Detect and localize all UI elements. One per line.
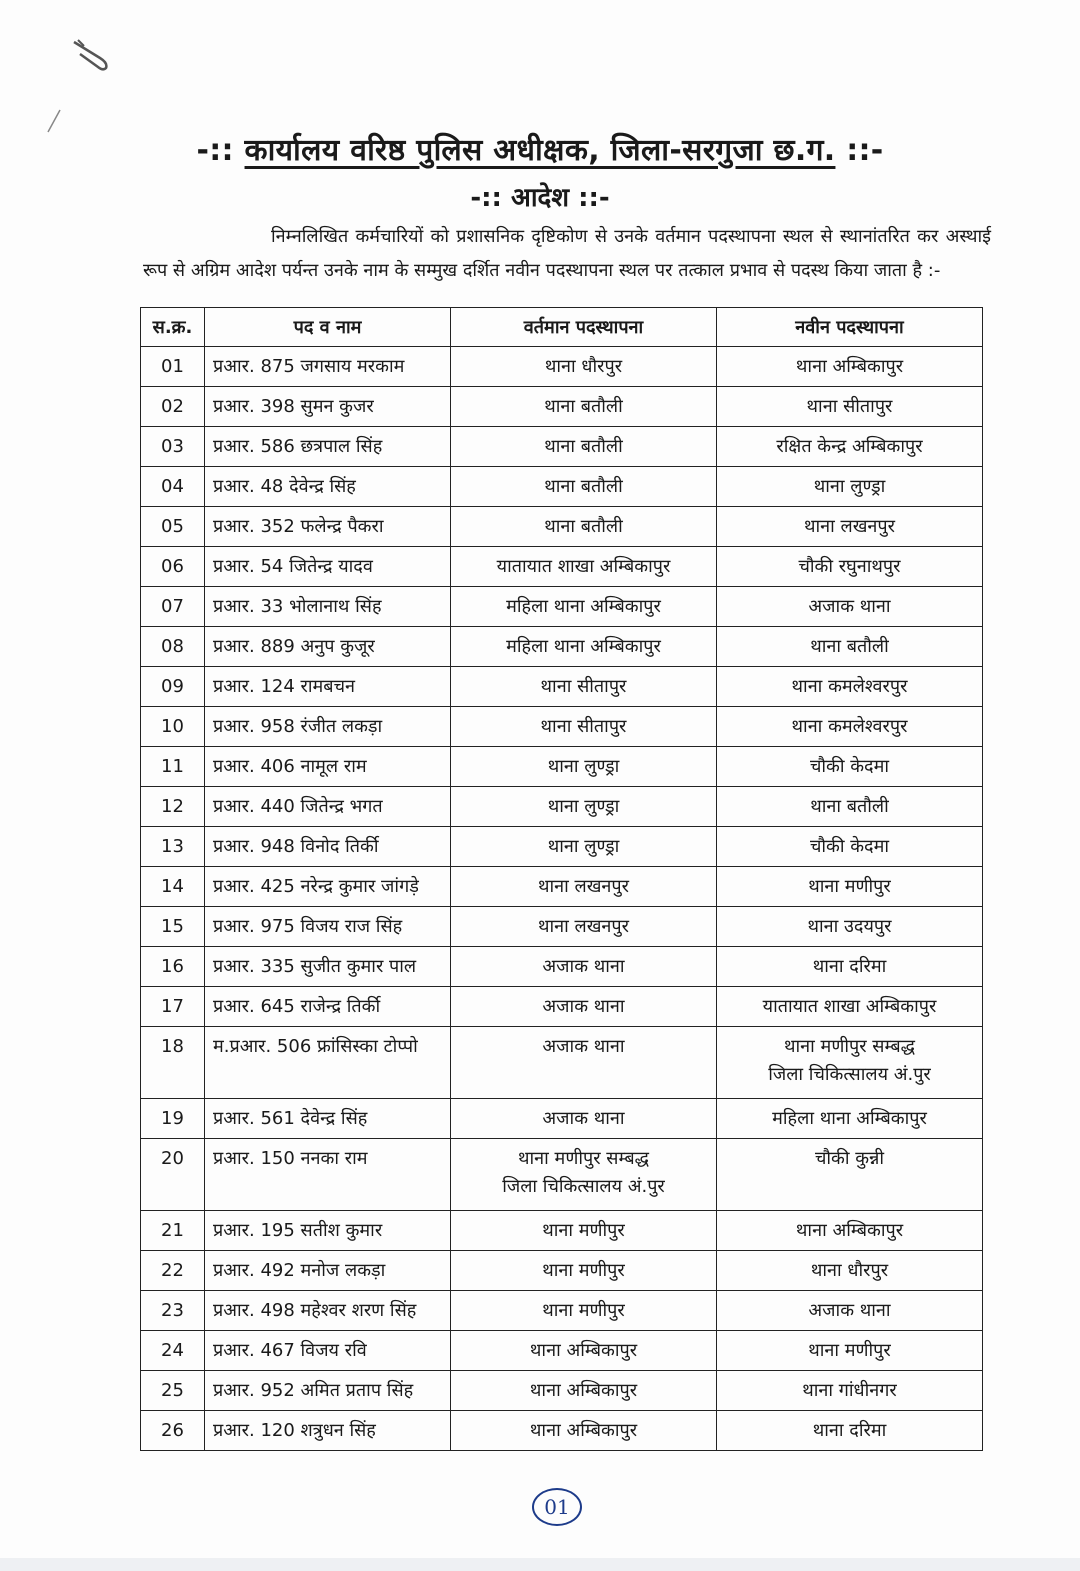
cell-new-posting-text: थाना गांधीनगर: [802, 1380, 897, 1401]
cell-current-posting: [451, 1211, 717, 1251]
table-row: [141, 627, 983, 667]
cell-current-posting-text: यातायात शाखा अम्बिकापुर: [496, 556, 671, 577]
cell-serial: [141, 907, 205, 947]
cell-current-posting-text: महिला थाना अम्बिकापुर: [506, 596, 661, 617]
cell-new-posting-text: थाना लुण्ड्रा: [813, 476, 886, 497]
table-row: [141, 467, 983, 507]
table-row: [141, 547, 983, 587]
cell-serial-text: 06: [161, 556, 184, 577]
cell-new-posting-text: अजाक थाना: [808, 1300, 891, 1321]
cell-current-posting-text: थाना मणीपुर: [542, 1260, 625, 1281]
cell-current-posting-text: अजाक थाना: [542, 996, 625, 1017]
cell-name-text: प्रआर. 948 विनोद तिर्की: [213, 836, 379, 857]
cell-serial-text: 12: [161, 796, 184, 817]
cell-serial: [141, 547, 205, 587]
cell-name: [205, 547, 451, 587]
cell-serial: [141, 467, 205, 507]
cell-current-posting: [451, 547, 717, 587]
cell-new-posting: [717, 1211, 983, 1251]
cell-serial: [141, 627, 205, 667]
cell-new-posting: [717, 387, 983, 427]
cell-current-posting-text: थाना बतौली: [544, 396, 623, 417]
cell-name: [205, 1251, 451, 1291]
staple-pin-icon: [70, 36, 114, 72]
cell-serial-text: 04: [161, 476, 184, 497]
cell-serial: [141, 1251, 205, 1291]
table-row: [141, 1291, 983, 1331]
cell-name-text: प्रआर. 406 नामूल राम: [213, 756, 367, 777]
cell-new-posting-text: थाना बतौली: [810, 796, 889, 817]
cell-serial-text: 01: [161, 356, 184, 377]
cell-current-posting-text: अजाक थाना: [542, 1108, 625, 1129]
cell-current-posting-text: अजाक थाना: [542, 1036, 625, 1057]
cell-serial-text: 24: [161, 1340, 184, 1361]
cell-current-posting-text: थाना बतौली: [544, 476, 623, 497]
cell-serial-text: 22: [161, 1260, 184, 1281]
cell-current-posting: [451, 747, 717, 787]
cell-new-posting-text: थाना अम्बिकापुर: [795, 356, 904, 377]
cell-name: [205, 1211, 451, 1251]
cell-current-posting-text: थाना लखनपुर: [537, 916, 630, 937]
cell-new-posting-text: थाना मणीपुर: [808, 876, 891, 897]
cell-new-posting: [717, 627, 983, 667]
cell-name: [205, 507, 451, 547]
cell-new-posting-text: रक्षित केन्द्र अम्बिकापुर: [776, 436, 923, 457]
transfer-table: [140, 307, 983, 1451]
cell-serial-text: 18: [161, 1036, 184, 1057]
cell-name-text: प्रआर. 586 छत्रपाल सिंह: [213, 436, 383, 457]
cell-serial: [141, 1291, 205, 1331]
cell-current-posting: [451, 907, 717, 947]
cell-new-posting-text: थाना उदयपुर: [807, 916, 892, 937]
cell-new-posting: [717, 1411, 983, 1451]
table-row: [141, 387, 983, 427]
table-row: [141, 1331, 983, 1371]
cell-current-posting: [451, 1371, 717, 1411]
office-title: कार्यालय वरिष्ठ पुलिस अधीक्षक, जिला-सरगुजा छ.ग.: [244, 133, 836, 168]
col-header-name: पद व नाम: [205, 308, 451, 347]
cell-current-posting-text: थाना बतौली: [544, 516, 623, 537]
cell-new-posting: [717, 547, 983, 587]
cell-serial: [141, 1331, 205, 1371]
cell-new-posting-text: थाना लखनपुर: [803, 516, 896, 537]
cell-current-posting-text: थाना अम्बिकापुर: [529, 1420, 638, 1441]
cell-name-text: प्रआर. 645 राजेन्द्र तिर्की: [213, 996, 381, 1017]
cell-current-posting: [451, 387, 717, 427]
cell-new-posting: [717, 827, 983, 867]
cell-serial-text: 11: [161, 756, 184, 777]
cell-new-posting-text: थाना मणीपुर: [808, 1340, 891, 1361]
cell-serial: [141, 387, 205, 427]
cell-name: [205, 907, 451, 947]
cell-current-posting-text: थाना लुण्ड्रा: [547, 756, 620, 777]
cell-new-posting-text: थाना बतौली: [810, 636, 889, 657]
order-heading: -:: आदेश ::-: [470, 183, 610, 213]
cell-current-posting: [451, 1099, 717, 1139]
cell-name: [205, 1139, 451, 1211]
table-row: [141, 947, 983, 987]
cell-serial-text: 21: [161, 1220, 184, 1241]
table-row: [141, 1139, 983, 1211]
table-row: [141, 1251, 983, 1291]
cell-name-text: प्रआर. 150 ननका राम: [213, 1148, 368, 1169]
cell-serial: [141, 1027, 205, 1099]
cell-current-posting-text: थाना धौरपुर: [544, 356, 623, 377]
cell-new-posting-text: थाना मणीपुर सम्बद्ध: [784, 1036, 915, 1057]
cell-name-text: प्रआर. 889 अनुप कुजूर: [213, 636, 375, 657]
cell-current-posting: [451, 707, 717, 747]
cell-current-posting: [451, 1027, 717, 1099]
col-header-new-posting: नवीन पदस्थापना: [717, 308, 983, 347]
cell-serial-text: 02: [161, 396, 184, 417]
cell-name: [205, 627, 451, 667]
table-row: [141, 787, 983, 827]
cell-current-posting: [451, 627, 717, 667]
cell-name-text: म.प्रआर. 506 फ्रांसिस्का टोप्पो: [213, 1036, 418, 1057]
order-intro-paragraph: निम्नलिखित कर्मचारियों को प्रशासनिक दृष्टिकोण से उनके वर्तमान पदस्थापना स्थल से स्थानांतरित कर अस्थाई रूप से अग्रिम आदेश पर्यन्त उनके नाम के सम्मुख दर्शित नवीन पदस्थापना स्थल पर तत्काल प्रभाव से पदस्थ किया जाता है :-: [143, 226, 991, 281]
cell-name: [205, 467, 451, 507]
cell-name: [205, 987, 451, 1027]
cell-name-text: प्रआर. 975 विजय राज सिंह: [213, 916, 403, 937]
cell-new-posting: [717, 1291, 983, 1331]
cell-serial: [141, 507, 205, 547]
cell-serial-text: 07: [161, 596, 184, 617]
cell-serial-text: 05: [161, 516, 184, 537]
cell-current-posting: [451, 1251, 717, 1291]
cell-serial-text: 17: [161, 996, 184, 1017]
cell-name: [205, 387, 451, 427]
cell-serial: [141, 587, 205, 627]
table-row: [141, 907, 983, 947]
cell-new-posting: [717, 707, 983, 747]
cell-new-posting: [717, 467, 983, 507]
cell-name: [205, 587, 451, 627]
cell-name: [205, 1099, 451, 1139]
cell-serial-text: 16: [161, 956, 184, 977]
cell-new-posting-text: थाना दरिमा: [812, 1420, 887, 1441]
table-row: [141, 427, 983, 467]
cell-new-posting: [717, 1251, 983, 1291]
cell-new-posting-text: महिला थाना अम्बिकापुर: [772, 1108, 927, 1129]
cell-new-posting-text: थाना दरिमा: [812, 956, 887, 977]
cell-serial: [141, 1139, 205, 1211]
table-row: [141, 747, 983, 787]
cell-serial: [141, 347, 205, 387]
cell-name-text: प्रआर. 335 सुजीत कुमार पाल: [213, 956, 417, 977]
cell-name-text: प्रआर. 952 अमित प्रताप सिंह: [213, 1380, 414, 1401]
cell-new-posting: [717, 1099, 983, 1139]
cell-serial-text: 15: [161, 916, 184, 937]
cell-serial: [141, 987, 205, 1027]
cell-serial: [141, 947, 205, 987]
cell-current-posting-text: महिला थाना अम्बिकापुर: [506, 636, 661, 657]
table-row: [141, 987, 983, 1027]
cell-current-posting: [451, 507, 717, 547]
table-row: [141, 867, 983, 907]
cell-name: [205, 427, 451, 467]
cell-new-posting: [717, 747, 983, 787]
cell-new-posting: [717, 1371, 983, 1411]
cell-serial: [141, 787, 205, 827]
scan-edge: [0, 1558, 1080, 1571]
cell-new-posting: [717, 787, 983, 827]
heading-prefix: -::: [196, 133, 245, 168]
table-row: [141, 1099, 983, 1139]
cell-serial-text: 25: [161, 1380, 184, 1401]
cell-current-posting-text: थाना अम्बिकापुर: [529, 1340, 638, 1361]
cell-serial: [141, 1371, 205, 1411]
cell-name: [205, 1331, 451, 1371]
cell-new-posting: [717, 947, 983, 987]
cell-serial-text: 19: [161, 1108, 184, 1129]
cell-current-posting: [451, 1411, 717, 1451]
cell-serial-text: 14: [161, 876, 184, 897]
cell-name-text: प्रआर. 120 शत्रुधन सिंह: [213, 1420, 376, 1441]
cell-current-posting: [451, 947, 717, 987]
cell-serial: [141, 827, 205, 867]
cell-new-posting-text: थाना धौरपुर: [810, 1260, 889, 1281]
cell-new-posting-text: थाना अम्बिकापुर: [795, 1220, 904, 1241]
table-header-row: [141, 308, 983, 347]
table-row: [141, 667, 983, 707]
cell-name-text: प्रआर. 440 जितेन्द्र भगत: [213, 796, 383, 817]
cell-name-text: प्रआर. 425 नरेन्द्र कुमार जांगड़े: [213, 876, 419, 897]
cell-current-posting: [451, 867, 717, 907]
cell-new-posting-text: थाना कमलेश्वरपुर: [791, 676, 908, 697]
cell-serial: [141, 707, 205, 747]
col-header-serial: स.क्र.: [141, 308, 205, 347]
col-header-current-posting: वर्तमान पदस्थापना: [451, 308, 717, 347]
heading-suffix: ::-: [835, 133, 884, 168]
cell-new-posting: [717, 1139, 983, 1211]
cell-name: [205, 347, 451, 387]
cell-name: [205, 707, 451, 747]
cell-name-text: प्रआर. 124 रामबचन: [213, 676, 356, 697]
cell-serial-text: 09: [161, 676, 184, 697]
cell-name-text: प्रआर. 467 विजय रवि: [213, 1340, 367, 1361]
cell-current-posting: [451, 587, 717, 627]
cell-current-posting: [451, 1139, 717, 1211]
cell-name: [205, 667, 451, 707]
cell-current-posting-text: थाना सीतापुर: [540, 676, 627, 697]
cell-current-posting-text: थाना लुण्ड्रा: [547, 796, 620, 817]
table-row: [141, 507, 983, 547]
cell-name-text: प्रआर. 54 जितेन्द्र यादव: [213, 556, 373, 577]
table-row: [141, 1371, 983, 1411]
cell-serial: [141, 747, 205, 787]
cell-new-posting: [717, 1331, 983, 1371]
cell-serial-text: 23: [161, 1300, 184, 1321]
cell-serial-text: 10: [161, 716, 184, 737]
table-row: [141, 347, 983, 387]
cell-new-posting-text: थाना कमलेश्वरपुर: [791, 716, 908, 737]
cell-current-posting: [451, 1331, 717, 1371]
cell-current-posting-text: थाना मणीपुर: [542, 1220, 625, 1241]
cell-name-text: प्रआर. 875 जगसाय मरकाम: [213, 356, 405, 377]
cell-serial-text: 03: [161, 436, 184, 457]
cell-current-posting-text: थाना बतौली: [544, 436, 623, 457]
cell-name: [205, 1411, 451, 1451]
cell-current-posting: [451, 467, 717, 507]
table-row: [141, 1411, 983, 1451]
cell-new-posting: [717, 987, 983, 1027]
cell-name: [205, 747, 451, 787]
cell-serial: [141, 1099, 205, 1139]
cell-serial: [141, 867, 205, 907]
cell-new-posting-text: अजाक थाना: [808, 596, 891, 617]
cell-name-text: प्रआर. 352 फलेन्द्र पैकरा: [213, 516, 384, 537]
cell-new-posting-text-line2: जिला चिकित्सालय अं.पुर: [768, 1064, 931, 1085]
cell-name: [205, 947, 451, 987]
cell-serial: [141, 427, 205, 467]
table-row: [141, 1027, 983, 1099]
cell-current-posting: [451, 827, 717, 867]
cell-current-posting-text: थाना मणीपुर: [542, 1300, 625, 1321]
cell-serial-text: 08: [161, 636, 184, 657]
table-row: [141, 1211, 983, 1251]
cell-name-text: प्रआर. 498 महेश्वर शरण सिंह: [213, 1300, 417, 1321]
page-number: 01: [532, 1488, 582, 1526]
cell-new-posting: [717, 667, 983, 707]
table-row: [141, 707, 983, 747]
cell-new-posting: [717, 507, 983, 547]
cell-serial-text: 20: [161, 1148, 184, 1169]
cell-name: [205, 787, 451, 827]
cell-current-posting: [451, 667, 717, 707]
cell-current-posting: [451, 787, 717, 827]
cell-name-text: प्रआर. 398 सुमन कुजर: [213, 396, 374, 417]
cell-name-text: प्रआर. 492 मनोज लकड़ा: [213, 1260, 386, 1281]
cell-current-posting-text: अजाक थाना: [542, 956, 625, 977]
cell-name: [205, 1371, 451, 1411]
cell-new-posting-text: चौकी केदमा: [809, 836, 890, 857]
cell-current-posting: [451, 987, 717, 1027]
cell-current-posting-text-line2: जिला चिकित्सालय अं.पुर: [502, 1176, 665, 1197]
cell-new-posting-text: चौकी केदमा: [809, 756, 890, 777]
cell-name: [205, 1291, 451, 1331]
cell-current-posting-text: थाना लुण्ड्रा: [547, 836, 620, 857]
cell-new-posting-text: चौकी कुन्नी: [814, 1148, 885, 1169]
cell-new-posting: [717, 427, 983, 467]
cell-current-posting: [451, 427, 717, 467]
cell-name: [205, 1027, 451, 1099]
table-row: [141, 587, 983, 627]
cell-name-text: प्रआर. 561 देवेन्द्र सिंह: [213, 1108, 368, 1129]
cell-new-posting-text: चौकी रघुनाथपुर: [798, 556, 901, 577]
cell-serial-text: 26: [161, 1420, 184, 1441]
cell-name-text: प्रआर. 33 भोलानाथ सिंह: [213, 596, 382, 617]
cell-new-posting: [717, 907, 983, 947]
cell-current-posting-text: थाना लखनपुर: [537, 876, 630, 897]
cell-name-text: प्रआर. 48 देवेन्द्र सिंह: [213, 476, 356, 497]
cell-new-posting-text: यातायात शाखा अम्बिकापुर: [762, 996, 937, 1017]
cell-current-posting-text: थाना सीतापुर: [540, 716, 627, 737]
cell-name: [205, 867, 451, 907]
cell-current-posting: [451, 1291, 717, 1331]
table-row: [141, 827, 983, 867]
cell-serial-text: 13: [161, 836, 184, 857]
cell-name-text: प्रआर. 195 सतीश कुमार: [213, 1220, 383, 1241]
cell-new-posting: [717, 867, 983, 907]
cell-current-posting-text: थाना मणीपुर सम्बद्ध: [518, 1148, 649, 1169]
cell-serial: [141, 667, 205, 707]
cell-new-posting-text: थाना सीतापुर: [806, 396, 893, 417]
cell-new-posting: [717, 347, 983, 387]
cell-name: [205, 827, 451, 867]
cell-serial: [141, 1411, 205, 1451]
cell-name-text: प्रआर. 958 रंजीत लकड़ा: [213, 716, 383, 737]
cell-serial: [141, 1211, 205, 1251]
cell-current-posting-text: थाना अम्बिकापुर: [529, 1380, 638, 1401]
office-heading: [0, 128, 1080, 169]
cell-current-posting: [451, 347, 717, 387]
cell-new-posting: [717, 587, 983, 627]
cell-new-posting: [717, 1027, 983, 1099]
